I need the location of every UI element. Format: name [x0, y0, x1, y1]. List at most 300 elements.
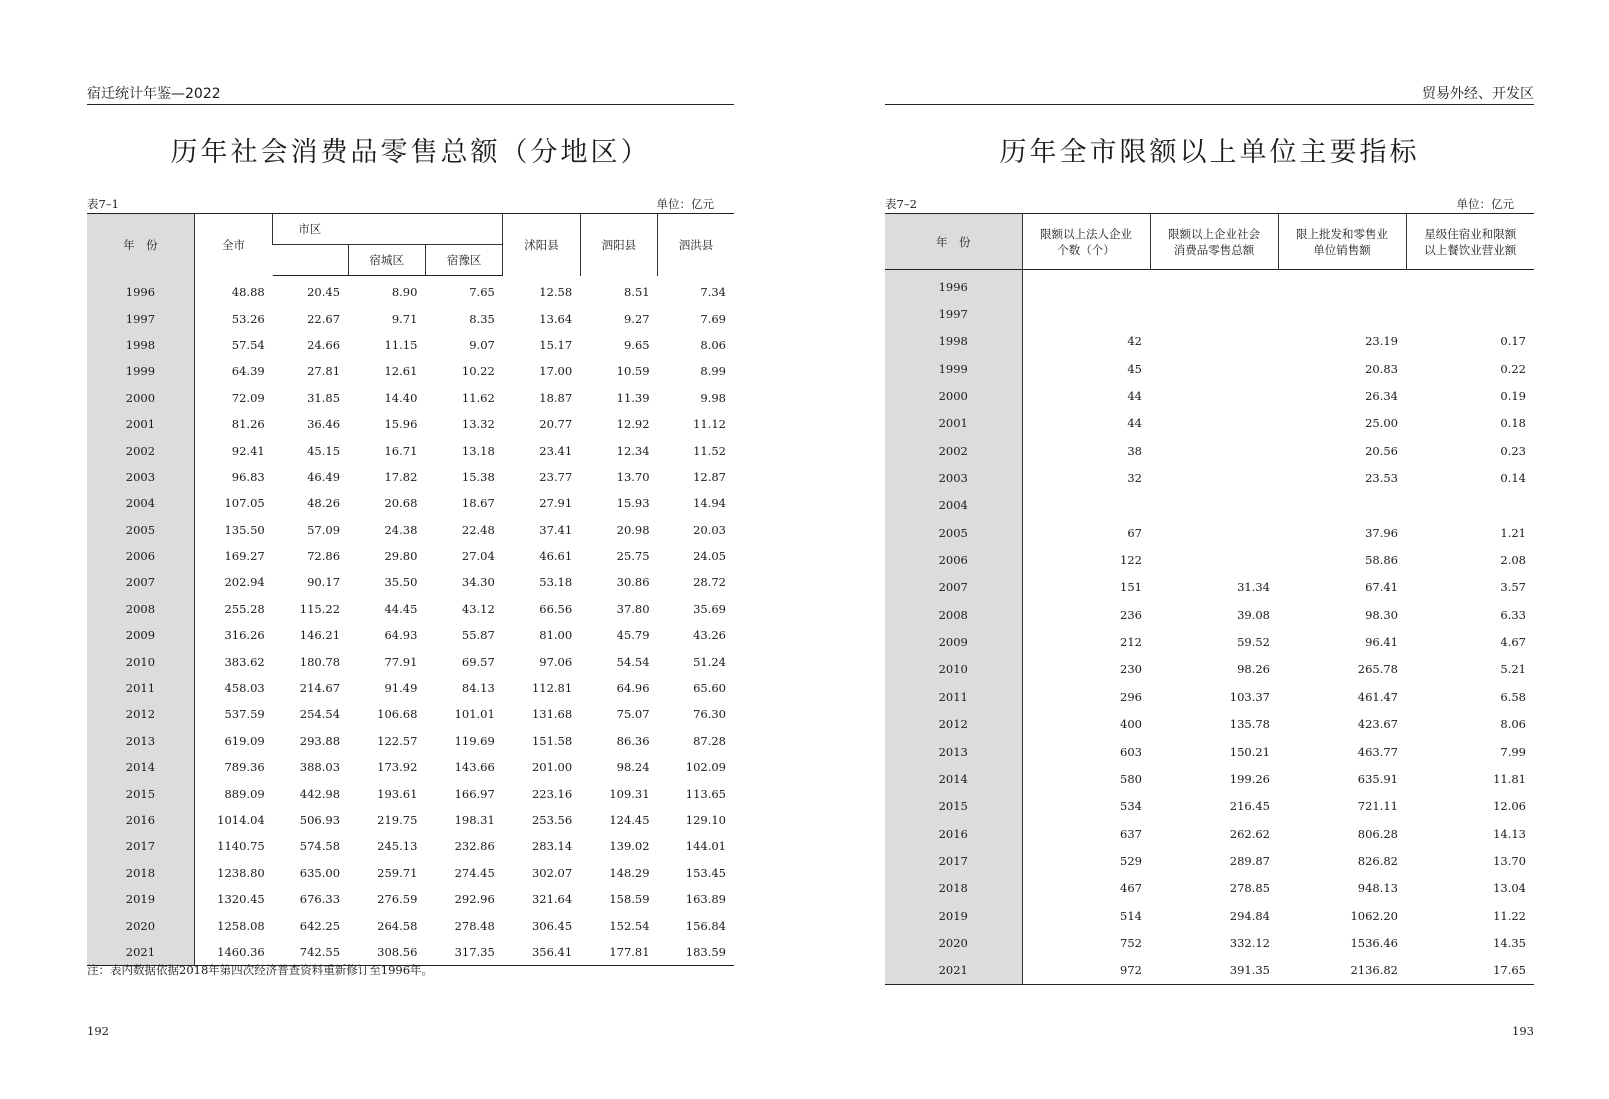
year-cell: 2009: [87, 622, 194, 648]
table-row: [885, 683, 1534, 710]
value-cell: 8.06: [1500, 717, 1526, 732]
value-cell: 1536.46: [1350, 935, 1398, 950]
value-cell: 115.22: [299, 601, 341, 616]
value-cell: 44: [1022, 382, 1150, 409]
year-cell: 2012: [87, 701, 194, 727]
value-cell: [1022, 492, 1150, 519]
value-cell: 156.84: [685, 918, 726, 933]
year-cell: 2007: [87, 569, 194, 595]
value-cell: 264.58: [377, 918, 418, 933]
value-cell: 11.39: [616, 390, 650, 405]
value-cell: 948.13: [1357, 881, 1398, 896]
value-cell: 27.81: [307, 364, 341, 379]
value-cell: 0.23: [1500, 443, 1526, 458]
value-cell: 90.17: [307, 575, 341, 590]
value-cell: 64.93: [384, 628, 418, 643]
value-cell: 1014.04: [194, 807, 272, 833]
value-cell: 96.83: [194, 464, 272, 490]
value-cell: 54.54: [616, 654, 650, 669]
year-cell: 2006: [885, 546, 1022, 573]
value-cell: 13.64: [539, 311, 573, 326]
value-cell: 201.00: [531, 760, 573, 775]
year-cell: 2020: [885, 929, 1022, 956]
value-cell: 53.26: [194, 305, 272, 331]
col-header-suchang: 宿城区: [348, 245, 425, 276]
value-cell: 37.96: [1365, 525, 1398, 540]
value-cell: 20.83: [1365, 361, 1398, 376]
table-row: [87, 701, 734, 727]
value-cell: 15.96: [384, 417, 418, 432]
year-cell: 2011: [885, 683, 1022, 710]
value-cell: 180.78: [299, 654, 341, 669]
table-row: [87, 490, 734, 516]
table-meta-right: [885, 196, 1534, 212]
value-cell: 53.18: [539, 575, 573, 590]
year-cell: 2012: [885, 711, 1022, 738]
value-cell: 11.22: [1493, 908, 1526, 923]
value-cell: 119.69: [454, 733, 495, 748]
value-cell: 44: [1022, 410, 1150, 437]
value-cell: 39.08: [1237, 607, 1270, 622]
year-cell: 2013: [885, 738, 1022, 765]
year-cell: 2019: [87, 886, 194, 912]
year-cell: 1998: [87, 332, 194, 358]
value-cell: 278.48: [454, 918, 495, 933]
value-cell: 2.08: [1500, 553, 1526, 568]
value-cell: 1460.36: [194, 939, 272, 966]
value-cell: 77.91: [384, 654, 418, 669]
table-row: [87, 886, 734, 912]
value-cell: 46.61: [539, 549, 573, 564]
value-cell: 13.70: [616, 469, 650, 484]
value-cell: 467: [1022, 875, 1150, 902]
value-cell: [1150, 382, 1278, 409]
value-cell: [1406, 492, 1534, 519]
year-cell: 2014: [87, 754, 194, 780]
value-cell: 10.59: [616, 364, 650, 379]
value-cell: 9.07: [469, 337, 495, 352]
table-row: [885, 355, 1534, 382]
table-row: [87, 517, 734, 543]
value-cell: 84.13: [461, 681, 495, 696]
value-cell: 9.65: [623, 337, 650, 352]
year-cell: 2002: [885, 437, 1022, 464]
value-cell: 58.86: [1365, 553, 1398, 568]
table-row: [885, 546, 1534, 573]
value-cell: 177.81: [580, 939, 657, 966]
year-cell: 1997: [87, 305, 194, 331]
value-cell: 1140.75: [194, 833, 272, 859]
page-number-right: 193: [1512, 1024, 1534, 1038]
table-row: [885, 328, 1534, 355]
value-cell: 113.65: [685, 786, 726, 801]
value-cell: 388.03: [299, 760, 341, 775]
col-header-sihong: 泗洪县: [658, 214, 734, 276]
value-cell: 8.51: [623, 284, 650, 299]
value-cell: 529: [1022, 847, 1150, 874]
value-cell: 81.00: [539, 628, 573, 643]
table-row: [87, 543, 734, 569]
value-cell: 67.41: [1365, 580, 1398, 595]
value-cell: 202.94: [194, 569, 272, 595]
value-cell: 1258.08: [194, 912, 272, 938]
right-table-body: [885, 270, 1534, 985]
value-cell: 57.54: [194, 332, 272, 358]
value-cell: [1278, 300, 1406, 327]
value-cell: 18.87: [539, 390, 573, 405]
value-cell: 13.18: [461, 443, 495, 458]
table-row: [87, 358, 734, 384]
value-cell: 11.15: [384, 337, 418, 352]
value-cell: 48.26: [307, 496, 341, 511]
value-cell: 35.69: [693, 601, 726, 616]
value-cell: 92.41: [194, 437, 272, 463]
value-cell: 274.45: [454, 865, 495, 880]
table-row: [885, 628, 1534, 655]
value-cell: 752: [1022, 929, 1150, 956]
value-cell: 22.48: [461, 522, 495, 537]
table-row: [87, 332, 734, 358]
value-cell: 106.68: [377, 707, 418, 722]
value-cell: 45: [1022, 355, 1150, 382]
value-cell: 97.06: [539, 654, 573, 669]
header-line: 限上批发和零售业: [1296, 226, 1388, 241]
value-cell: 289.87: [1229, 853, 1270, 868]
year-cell: 2017: [87, 833, 194, 859]
col-header-wholesale: [1278, 214, 1406, 270]
value-cell: 806.28: [1357, 826, 1398, 841]
table-code: 表7–2: [885, 197, 917, 211]
value-cell: 1062.20: [1350, 908, 1398, 923]
value-cell: 12.06: [1493, 799, 1526, 814]
value-cell: 255.28: [194, 596, 272, 622]
value-cell: 153.45: [685, 865, 726, 880]
value-cell: 38: [1022, 437, 1150, 464]
value-cell: 103.37: [1229, 689, 1270, 704]
table-row: [885, 929, 1534, 956]
value-cell: 296: [1022, 683, 1150, 710]
value-cell: 24.38: [384, 522, 418, 537]
value-cell: 107.05: [194, 490, 272, 516]
value-cell: 150.21: [1229, 744, 1270, 759]
value-cell: 144.01: [685, 839, 726, 854]
header-line: 星级住宿业和限额: [1424, 226, 1517, 241]
value-cell: 11.12: [693, 417, 726, 432]
table-row: [87, 780, 734, 806]
value-cell: 30.86: [616, 575, 650, 590]
value-cell: 230: [1022, 656, 1150, 683]
value-cell: 15.17: [539, 337, 573, 352]
col-header-suyu: 宿豫区: [425, 245, 502, 276]
year-cell: 2003: [87, 464, 194, 490]
value-cell: 8.06: [700, 337, 726, 352]
value-cell: 25.00: [1365, 416, 1398, 431]
table-row: [885, 464, 1534, 491]
year-cell: 2008: [885, 601, 1022, 628]
value-cell: 391.35: [1150, 957, 1278, 985]
year-cell: 2004: [87, 490, 194, 516]
value-cell: 148.29: [609, 865, 650, 880]
table-meta-left: [87, 196, 734, 212]
value-cell: [1150, 355, 1278, 382]
value-cell: [1278, 270, 1406, 301]
table-title-left: 历年社会消费品零售总额（分地区）: [170, 137, 651, 168]
value-cell: 22.67: [307, 311, 341, 326]
year-cell: 2021: [87, 939, 194, 966]
value-cell: 37.80: [616, 601, 650, 616]
table-row: [87, 437, 734, 463]
value-cell: 216.45: [1229, 799, 1270, 814]
value-cell: 81.26: [194, 411, 272, 437]
value-cell: 321.64: [531, 892, 573, 907]
year-cell: 2021: [885, 957, 1022, 985]
value-cell: 0.22: [1500, 361, 1526, 376]
value-cell: 9.71: [391, 311, 418, 326]
table-title-right: 历年全市限额以上单位主要指标: [999, 137, 1420, 168]
right-page: [804, 0, 1609, 1099]
value-cell: 15.38: [461, 469, 495, 484]
value-cell: 14.13: [1493, 826, 1526, 841]
year-cell: 2009: [885, 628, 1022, 655]
header-line: 单位销售额: [1313, 242, 1371, 257]
value-cell: 23.53: [1365, 471, 1398, 486]
year-cell: 1998: [885, 328, 1022, 355]
year-cell: 2013: [87, 728, 194, 754]
year-cell: 2001: [87, 411, 194, 437]
value-cell: 158.59: [609, 892, 650, 907]
header-line: 限额以上法人企业: [1040, 226, 1132, 241]
value-cell: 635.91: [1357, 771, 1398, 786]
value-cell: 7.65: [469, 285, 495, 300]
table-note: 注：表内数据依据2018年第四次经济普查资料重新修订至1996年。: [87, 963, 434, 977]
value-cell: 146.21: [299, 628, 341, 643]
value-cell: 442.98: [299, 786, 341, 801]
table-row: [87, 305, 734, 331]
year-cell: 2015: [87, 780, 194, 806]
retail-sales-by-region-table: [87, 213, 734, 966]
table-row: [87, 807, 734, 833]
year-cell: 2005: [885, 519, 1022, 546]
value-cell: [1150, 328, 1278, 355]
value-cell: 139.02: [609, 839, 650, 854]
value-cell: 129.10: [685, 813, 726, 827]
year-cell: 2002: [87, 437, 194, 463]
table-row: [87, 276, 734, 306]
year-cell: 2003: [885, 464, 1022, 491]
value-cell: 619.09: [194, 728, 272, 754]
value-cell: 11.62: [461, 390, 495, 405]
value-cell: 75.07: [616, 707, 650, 722]
value-cell: 356.41: [503, 939, 580, 966]
value-cell: 34.30: [461, 575, 495, 590]
value-cell: 292.96: [454, 892, 495, 907]
value-cell: 25.75: [616, 549, 650, 564]
header-line: 消费品零售总额: [1173, 242, 1255, 257]
value-cell: 12.92: [616, 417, 650, 432]
value-cell: 43.12: [461, 601, 495, 616]
year-cell: 2017: [885, 847, 1022, 874]
year-cell: 2019: [885, 902, 1022, 929]
table-row: [885, 738, 1534, 765]
value-cell: 5.21: [1500, 662, 1526, 677]
value-cell: 1.21: [1500, 525, 1526, 540]
value-cell: 0.19: [1500, 389, 1526, 404]
year-cell: 1997: [885, 300, 1022, 327]
table-row: [87, 569, 734, 595]
table-row: [885, 437, 1534, 464]
table-code: 表7–1: [87, 197, 119, 211]
value-cell: 317.35: [425, 939, 502, 966]
value-cell: 20.98: [616, 522, 650, 537]
value-cell: 57.09: [307, 522, 341, 537]
value-cell: 152.54: [609, 918, 650, 933]
value-cell: 65.60: [693, 681, 726, 696]
col-header-year: 年 份: [87, 214, 194, 276]
header-line: 限额以上企业社会: [1168, 226, 1260, 241]
unit-label: 单位：亿元: [656, 197, 714, 211]
table-row: [87, 596, 734, 622]
value-cell: 23.19: [1365, 334, 1398, 349]
value-cell: 51.24: [693, 654, 726, 669]
value-cell: 20.68: [384, 496, 418, 511]
col-header-enterprises: [1022, 214, 1150, 270]
value-cell: 458.03: [194, 675, 272, 701]
value-cell: 193.61: [377, 786, 418, 801]
value-cell: 69.57: [461, 654, 495, 669]
value-cell: [1150, 410, 1278, 437]
table-row: [87, 833, 734, 859]
value-cell: 48.88: [194, 276, 272, 306]
value-cell: 23.41: [539, 443, 573, 458]
value-cell: 98.26: [1237, 662, 1270, 677]
value-cell: 64.39: [194, 358, 272, 384]
value-cell: 603: [1022, 738, 1150, 765]
value-cell: 151: [1022, 574, 1150, 601]
col-header-catering: [1406, 214, 1534, 270]
year-cell: 2018: [885, 875, 1022, 902]
table-row: [885, 601, 1534, 628]
table-row: [885, 820, 1534, 847]
value-cell: 293.88: [299, 733, 341, 748]
value-cell: 122: [1022, 546, 1150, 573]
value-cell: 306.45: [531, 918, 573, 933]
value-cell: 7.69: [700, 311, 726, 326]
value-cell: 14.35: [1493, 935, 1526, 950]
value-cell: 262.62: [1229, 826, 1270, 841]
table-row: [885, 875, 1534, 902]
value-cell: 461.47: [1357, 689, 1398, 704]
value-cell: 742.55: [273, 939, 348, 966]
value-cell: 14.94: [693, 496, 726, 511]
value-cell: 72.09: [194, 385, 272, 411]
value-cell: 8.90: [391, 285, 418, 300]
value-cell: 27.04: [461, 549, 495, 564]
value-cell: 11.52: [693, 443, 726, 458]
value-cell: 0.18: [1500, 416, 1526, 431]
value-cell: 13.32: [461, 417, 495, 432]
value-cell: 534: [1022, 793, 1150, 820]
value-cell: 31.34: [1237, 580, 1270, 595]
value-cell: 20.56: [1365, 443, 1398, 458]
table-row: [885, 574, 1534, 601]
value-cell: 219.75: [377, 813, 418, 827]
table-row: [885, 270, 1534, 301]
value-cell: 13.70: [1493, 853, 1526, 868]
year-cell: 2020: [87, 912, 194, 938]
year-cell: 2001: [885, 410, 1022, 437]
value-cell: 135.78: [1229, 717, 1270, 732]
value-cell: 18.67: [461, 496, 495, 511]
table-row: [87, 728, 734, 754]
table-row: [885, 847, 1534, 874]
value-cell: 580: [1022, 765, 1150, 792]
value-cell: 676.33: [299, 892, 341, 907]
table-row: [87, 675, 734, 701]
value-cell: 278.85: [1229, 881, 1270, 896]
col-header-shuyang: 沭阳县: [503, 214, 580, 276]
value-cell: 232.86: [454, 839, 495, 854]
value-cell: [1150, 300, 1278, 327]
value-cell: 183.59: [658, 939, 734, 966]
year-cell: 2000: [87, 385, 194, 411]
value-cell: 24.05: [693, 549, 726, 564]
value-cell: 308.56: [348, 939, 425, 966]
value-cell: 166.97: [454, 786, 495, 801]
value-cell: 14.40: [384, 390, 418, 405]
left-table-body: [87, 276, 734, 966]
value-cell: 91.49: [384, 681, 418, 696]
year-cell: 2016: [885, 820, 1022, 847]
year-cell: 2000: [885, 382, 1022, 409]
value-cell: 0.14: [1500, 471, 1526, 486]
table-row: [87, 860, 734, 886]
value-cell: 17.65: [1406, 957, 1534, 985]
table-row: [87, 912, 734, 938]
value-cell: 9.27: [623, 311, 650, 326]
value-cell: 76.30: [693, 707, 726, 722]
year-cell: 2018: [87, 860, 194, 886]
value-cell: 214.67: [299, 681, 341, 696]
value-cell: 253.56: [531, 813, 573, 827]
year-cell: 1999: [885, 355, 1022, 382]
value-cell: 131.68: [531, 707, 573, 722]
value-cell: 223.16: [531, 786, 573, 801]
value-cell: 8.35: [469, 311, 495, 326]
table-row: [87, 464, 734, 490]
running-head-right: 贸易外经、开发区: [885, 84, 1534, 105]
unit-label: 单位：亿元: [1456, 197, 1514, 211]
value-cell: 102.09: [685, 760, 726, 775]
year-cell: 2008: [87, 596, 194, 622]
year-cell: 1999: [87, 358, 194, 384]
value-cell: 66.56: [539, 601, 573, 616]
table-row: [87, 411, 734, 437]
value-cell: 151.58: [531, 733, 573, 748]
value-cell: 8.99: [700, 364, 726, 379]
value-cell: 972: [1022, 957, 1150, 985]
value-cell: 72.86: [307, 549, 341, 564]
table-row: [885, 902, 1534, 929]
value-cell: 4.67: [1500, 635, 1526, 650]
table-row: [885, 711, 1534, 738]
value-cell: 29.80: [384, 549, 418, 564]
value-cell: 12.34: [616, 443, 650, 458]
value-cell: [1150, 464, 1278, 491]
value-cell: 20.77: [539, 417, 573, 432]
value-cell: 15.93: [616, 496, 650, 511]
value-cell: 826.82: [1357, 853, 1398, 868]
year-cell: 2006: [87, 543, 194, 569]
